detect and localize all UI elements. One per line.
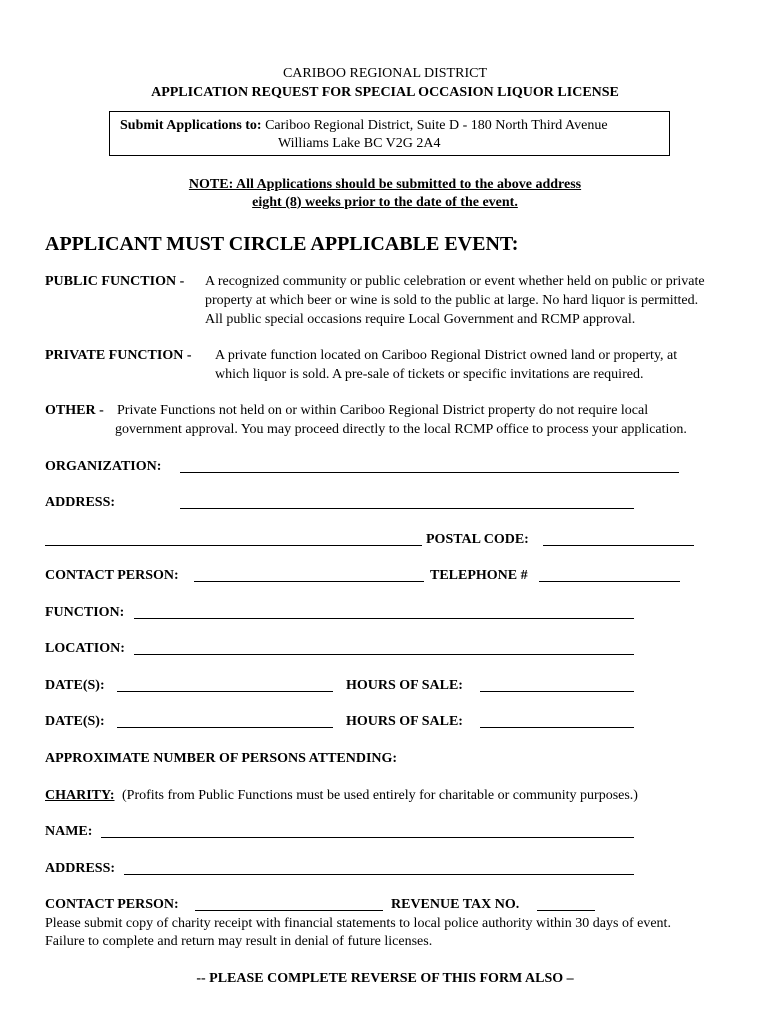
private-function-desc-2: which liquor is sold. A pre-sale of tickets or specific invitations are required. (215, 367, 644, 382)
address-line-2-field[interactable] (45, 532, 422, 546)
hours-of-sale-label-1: HOURS OF SALE: (346, 678, 463, 693)
postal-code-field[interactable] (543, 532, 694, 546)
note-line-2: eight (8) weeks prior to the date of the event. (252, 195, 518, 210)
telephone-field[interactable] (539, 568, 680, 582)
charity-contact-label: CONTACT PERSON: (45, 897, 179, 912)
other-label: OTHER - (45, 403, 104, 418)
charity-name-label: NAME: (45, 824, 93, 839)
submit-address-line-2: Williams Lake BC V2G 2A4 (278, 136, 441, 151)
public-function-desc-1: A recognized community or public celebration or event whether held on public or private (205, 274, 705, 289)
circle-event-heading: APPLICANT MUST CIRCLE APPLICABLE EVENT: (45, 233, 519, 255)
function-label: FUNCTION: (45, 605, 125, 620)
telephone-label: TELEPHONE # (430, 568, 528, 583)
charity-address-field[interactable] (124, 861, 634, 875)
charity-address-label: ADDRESS: (45, 861, 116, 876)
contact-person-label: CONTACT PERSON: (45, 568, 179, 583)
charity-row (45, 788, 638, 804)
postal-code-label: POSTAL CODE: (426, 532, 529, 547)
other-desc-2: government approval. You may proceed directly to the local RCMP office to process your application. (115, 422, 687, 437)
charity-name-field[interactable] (101, 824, 634, 838)
organization-label: ORGANIZATION: (45, 459, 162, 474)
submit-label: Submit Applications to: (120, 118, 262, 133)
charity-instruction-2: Failure to complete and return may result in denial of future licenses. (45, 934, 433, 949)
address-field[interactable] (180, 495, 634, 509)
location-label: LOCATION: (45, 641, 125, 656)
dates-label-2: DATE(S): (45, 714, 105, 729)
revenue-tax-label: REVENUE TAX NO. (391, 897, 520, 912)
public-function-desc-3: All public special occasions require Local Government and RCMP approval. (205, 312, 636, 327)
private-function-desc-1: A private function located on Cariboo Regional District owned land or property, at (215, 348, 678, 363)
location-field[interactable] (134, 641, 634, 655)
charity-note: (Profits from Public Functions must be used entirely for charitable or community purposes.) (122, 788, 638, 803)
address-label: ADDRESS: (45, 495, 116, 510)
note-line-1: NOTE: All Applications should be submitted to the above address (188, 177, 582, 192)
dates-field-2[interactable] (117, 714, 333, 728)
form-title: APPLICATION REQUEST FOR SPECIAL OCCASION LIQUOR LICENSE (151, 85, 619, 100)
charity-contact-field[interactable] (195, 897, 383, 911)
hours-of-sale-field-1[interactable] (480, 678, 634, 692)
reverse-form-footer: -- PLEASE COMPLETE REVERSE OF THIS FORM ALSO – (196, 971, 574, 986)
public-function-label: PUBLIC FUNCTION - (45, 274, 185, 289)
function-field[interactable] (134, 605, 634, 619)
hours-of-sale-field-2[interactable] (480, 714, 634, 728)
district-name: CARIBOO REGIONAL DISTRICT (282, 66, 488, 81)
submit-address-line-1: Cariboo Regional District, Suite D - 180 North Third Avenue (265, 118, 608, 133)
dates-field-1[interactable] (117, 678, 333, 692)
public-function-desc-2: property at which beer or wine is sold to the public at large. No hard liquor is permitted. (205, 293, 699, 308)
other-desc-1: Private Functions not held on or within Cariboo Regional District property do not require local (117, 403, 649, 418)
persons-attending-label: APPROXIMATE NUMBER OF PERSONS ATTENDING: (45, 751, 398, 766)
charity-instruction-1: Please submit copy of charity receipt with financial statements to local police authority within 30 days of event. (45, 916, 671, 931)
charity-label: CHARITY: (45, 788, 115, 803)
dates-label-1: DATE(S): (45, 678, 105, 693)
organization-field[interactable] (180, 459, 679, 473)
submit-line-1 (120, 118, 608, 134)
private-function-label: PRIVATE FUNCTION - (45, 348, 192, 363)
revenue-tax-field[interactable] (537, 897, 595, 911)
hours-of-sale-label-2: HOURS OF SALE: (346, 714, 463, 729)
contact-person-field[interactable] (194, 568, 424, 582)
